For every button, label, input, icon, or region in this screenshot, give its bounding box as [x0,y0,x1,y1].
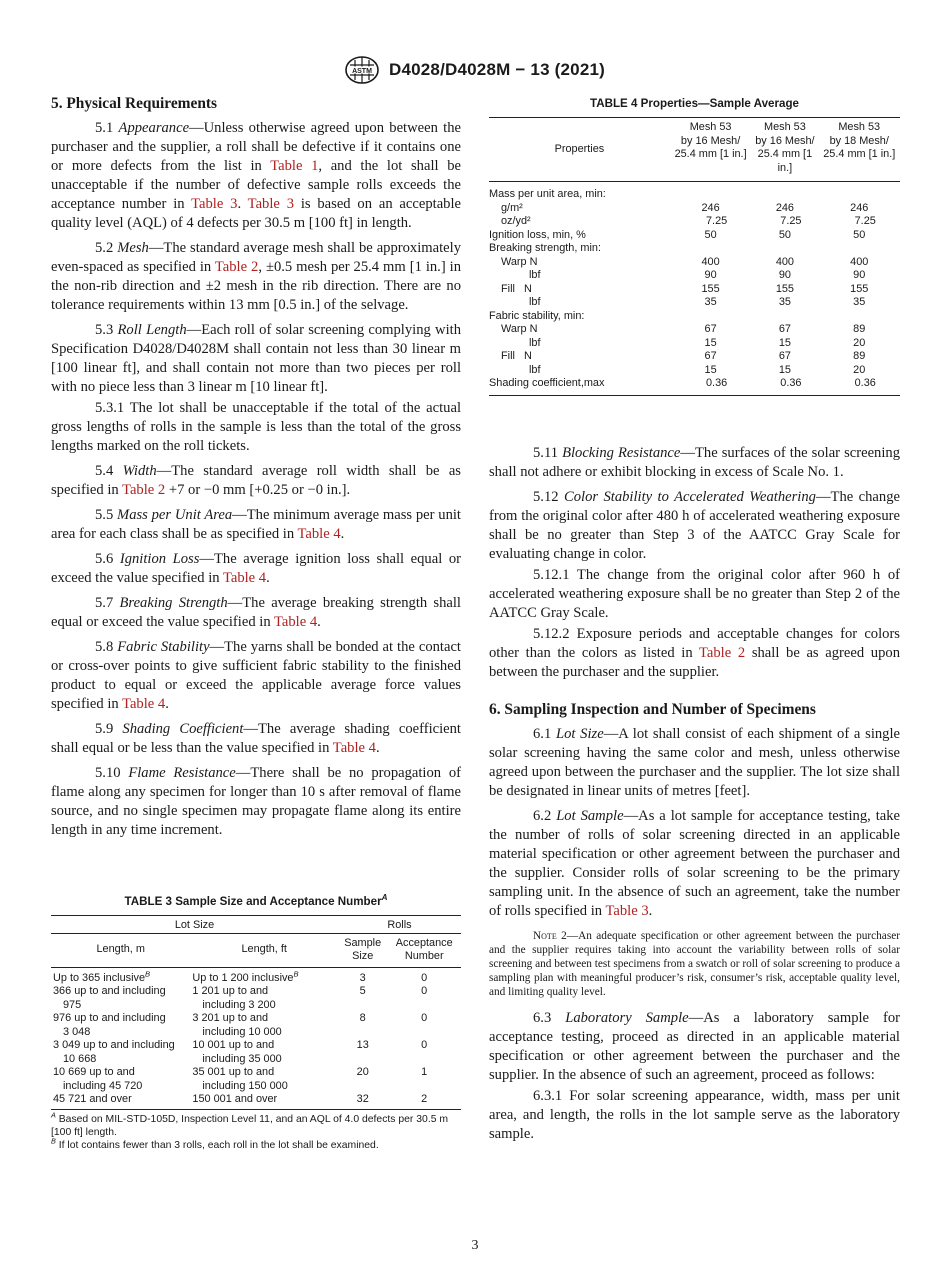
left-column [51,94,461,1152]
para-5-5: 5.5 Mass per Unit Area—The minimum average mass per unit area for each class shall be as specified in Table 4. [51,507,461,542]
table-4-cell: 7.25 [854,215,876,227]
table-3-col-ft: Length, ft [241,943,287,956]
table-4-cell [818,182,900,202]
table-4-row [489,310,900,324]
table-4-row [489,215,900,229]
table-3-cell-ft: 3 201 up to and including 10 000 [192,1012,282,1038]
table-4-cell: 246 [775,201,794,214]
table-4-link[interactable]: Table 4 [274,614,318,630]
table-4-row-label: Warp N [501,323,538,335]
table-4-row [489,229,900,243]
table-4-cell: 400 [701,255,720,268]
table-4-row [489,182,900,202]
table-4-row-label: lbf [529,363,541,376]
table-3-row [51,1039,461,1066]
table-3-row [51,1012,461,1039]
table-3-cell-a: 2 [421,1093,428,1105]
table-3-cell-a: 0 [421,985,428,997]
table-4-row [489,364,900,378]
para-6-3: 6.3 Laboratory Sample—As a laboratory sample for acceptance testing, proceed as directed in an applicable material specification or other agreement between the purchaser and the supplier. In the absence of such an agreement, proceed as follows: [489,1009,900,1083]
page-header [0,56,950,84]
table-4-col-3: Mesh 53 by 18 Mesh/ 25.4 mm [1 in.] [823,121,896,160]
table-4-cell: 15 [704,363,717,376]
table-4-cell: 15 [778,336,791,349]
para-5-12-2: 5.12.2 Exposure periods and acceptable changes for colors other than the colors as listed in Table 2 shall be as agreed upon between the purchaser and the supplier. [489,625,900,680]
section-6-heading: 6. Sampling Inspection and Number of Specimens [489,700,816,718]
table-3-cell-m: 10 669 up to and including 45 720 [53,1066,143,1092]
table-4-cell: 89 [853,323,866,335]
para-6-2: 6.2 Lot Sample—As a lot sample for acceptance testing, take the number of rolls of solar screening directed in an applicable material specification or other agreement between the purchaser and the supplier. Consider rolls of solar screening to be the primary sampling unit. In the absence of such an agreement, take the number of rolls specified in Table 3. [489,807,901,919]
note-2: Note 2—An adequate specification or other agreement between the purchaser and the supplier requires taking into account the variability between rolls of solar screening and between test specimens from a swatch or roll of solar screening to produce a sampling plan with meaningful producer’s risk, consumer’s risk, acceptable quality level, and limiting quality level. [489,929,900,998]
table-4-cell: 155 [775,282,794,295]
table-4-row [489,283,900,297]
table-4-cell [818,310,900,324]
table-4-row-label: Breaking strength, min: [489,242,601,254]
table-3-cell-a: 0 [421,971,428,984]
table-3-group-rolls: Rolls [338,916,461,934]
table-3-cell-m: 366 up to and including 975 [53,985,166,1011]
table-4-cell: 246 [701,201,720,214]
table-4-row [489,269,900,283]
table-3-group-lot: Lot Size [51,916,338,934]
table-3-footnote-a: $^A$ Based on MIL-STD-105D, Inspection Level 11, and an AQL of 4.0 defects per 30.5 m [100 ft] length. [51,1110,449,1138]
table-4-cell: 7.25 [705,215,728,227]
table-4-row [489,377,900,395]
table-3-cell-a: 0 [421,1012,428,1024]
table-4-cell: 35 [704,296,717,308]
table-4-cell: 50 [853,228,866,241]
table-3-grid [51,915,461,1110]
table-4-row-label: lbf [529,336,541,349]
table-4-cell: 20 [853,363,866,376]
table-3-cell-m: Up to 365 inclusive$^B$ [53,968,151,984]
table-4-cell [751,310,818,324]
table-3-cell-ft: 150 001 and over [192,1093,278,1105]
table-3-cell-n: 20 [356,1066,369,1078]
table-4-row-label: Ignition loss, min, % [489,228,586,241]
table-3-row [51,1093,461,1109]
table-4-cell: 15 [704,336,717,349]
table-3-row [51,967,461,985]
table-4-cell: 90 [704,269,717,281]
table-4 [489,94,900,396]
table-3-row [51,985,461,1012]
table-4-link[interactable]: Table 4 [222,570,267,586]
table-4-row-label: Fill N [501,350,532,362]
table-4-cell: 50 [778,228,791,241]
table-4-row-label: Fill N [501,282,532,295]
table-4-grid [489,117,900,396]
para-5-12-1: 5.12.1 The change from the original color after 960 h of accelerated weathering exposure shall be no greater than Step 2 of the AATCC Gray Scale. [489,566,900,621]
table-4-row-label: Fabric stability, min: [489,309,585,322]
table-4-cell: 20 [853,336,866,349]
table-2-link[interactable]: Table 2 [699,644,746,661]
table-4-cell: 67 [704,323,717,335]
table-4-row-label: Shading coefficient,max [489,377,605,389]
table-4-cell: 35 [853,296,866,308]
table-4-link[interactable]: Table 4 [297,526,341,542]
table-4-cell: 50 [704,228,717,241]
table-4-cell: 67 [704,350,717,362]
para-5-9: 5.9 Shading Coefficient—The average shading coefficient shall equal or be less than the value specified in Table 4. [51,721,461,756]
para-5-11: 5.11 Blocking Resistance—The surfaces of the solar screening shall not adhere or exhibit blocking in excess of Scale No. 1. [489,444,900,480]
table-4-link[interactable]: Table 4 [332,740,376,756]
table-3-cell-a: 1 [421,1066,428,1078]
table-3-cell-ft: 10 001 up to and including 35 000 [192,1039,282,1065]
table-4-cell [751,182,818,202]
table-3-cell-m: 45 721 and over [53,1093,132,1105]
table-3-cell-ft: 35 001 up to and including 150 000 [192,1066,288,1092]
para-5-7: 5.7 Breaking Strength—The average breaking strength shall equal or exceed the value specified in Table 4. [51,595,461,630]
page-number: 3 [471,1238,479,1253]
table-4-cell: 90 [853,269,866,281]
table-4-row-label: lbf [529,296,541,308]
table-4-row-label: oz/yd² [501,215,531,227]
para-5-4: 5.4 Width—The standard average roll width shall be as specified in Table 2 +7 or −0 mm [+0.25 or −0 in.]. [51,463,461,498]
table-4-cell: 0.36 [854,377,876,389]
table-3 [51,892,461,1152]
table-4-cell: 0.36 [705,377,728,389]
table-4-row [489,323,900,337]
para-5-1: 5.1 Appearance—Unless otherwise agreed upon between the purchaser and the supplier, a roll shall be defective if it contains one or more defects from the list in Table 1, and the lot shall be unacceptable if the number of defective sample rolls exceeds the acceptance number in Table 3. Table 3 is based on an acceptable quality level (AQL) of 4 defects per 30.5 m [100 ft] in length. [51,120,461,231]
table-4-row-label: Warp N [501,255,538,268]
table-3-cell-n: 5 [359,985,366,997]
table-4-cell: 35 [778,296,791,308]
table-4-row [489,296,900,310]
table-3-cell-n: 13 [356,1039,369,1051]
table-4-row-label: Mass per unit area, min: [489,188,606,200]
para-6-1: 6.1 Lot Size—A lot shall consist of each shipment of a single solar screening having the same color and mesh, unless otherwise agreed upon between the purchaser and the supplier. The lot size shall be designated in linear units of metres [feet]. [489,725,901,799]
para-5-3: 5.3 Roll Length—Each roll of solar screening complying with Specification D4028/D4028M shall contain not less than 30 linear m [100 linear ft], and shall contain not more than two pieces per roll with no piece less than 3 linear m [10 linear ft]. [51,322,461,395]
table-3-col-accept: Acceptance Number [395,936,453,962]
table-3-cell-m: 3 049 up to and including 10 668 [53,1039,175,1065]
table-4-cell: 67 [778,323,791,335]
table-4-row [489,256,900,270]
table-3-cell-a: 0 [421,1039,428,1051]
table-4-link[interactable]: Table 4 [122,696,166,712]
document-designation: D4028/D4028M − 13 (2021) [388,60,606,79]
table-4-row [489,337,900,351]
table-3-cell-n: 8 [359,1012,366,1024]
table-3-link[interactable]: Table 3 [191,196,238,212]
table-2-link[interactable]: Table 2 [122,482,166,498]
table-3-link[interactable]: Table 3 [605,902,649,919]
table-4-col-properties: Properties [554,142,605,155]
table-4-cell: 400 [850,255,869,268]
table-3-title: TABLE 3 Sample Size and Acceptance Number$^A$ [124,893,388,908]
right-column [489,94,900,1150]
table-1-link[interactable]: Table 1 [270,158,319,174]
table-4-title: TABLE 4 Properties—Sample Average [590,97,799,110]
table-4-col-2: Mesh 53 by 16 Mesh/ 25.4 mm [1 in.] [755,121,815,174]
table-4-cell: 246 [850,201,869,214]
table-3-link[interactable]: Table 3 [247,196,294,212]
table-3-cell-m: 976 up to and including 3 048 [53,1012,166,1038]
para-5-2: 5.2 Mesh—The standard average mesh shall be approximately even-spaced as specified in Table 2, ±0.5 mesh per 25.4 mm [1 in.] in the non-rib direction and ±2 mesh in the rib direction. There are no tolerance requirements within 13 mm [0.5 in.] of the selvage. [51,240,461,313]
table-4-cell [670,310,752,324]
table-4-cell: 155 [701,282,720,295]
logo-text: ASTM [352,67,372,75]
table-3-row [51,1066,461,1093]
table-4-cell [670,182,752,202]
table-3-cell-n: 32 [356,1093,369,1105]
table-3-cell-ft: Up to 1 200 inclusive$^B$ [192,968,299,984]
table-4-cell [818,242,900,256]
astm-logo-icon [345,56,379,84]
table-3-cell-ft: 1 201 up to and including 3 200 [192,985,276,1011]
table-3-col-m: Length, m [96,943,145,956]
table-3-footnote-b: $^B$ If lot contains fewer than 3 rolls, each roll in the lot shall be examined. [51,1136,379,1151]
para-6-3-1: 6.3.1 For solar screening appearance, width, mass per unit area, and length, the rolls in the lot sample serve as the laboratory sample. [489,1087,900,1142]
table-4-cell: 0.36 [780,377,802,389]
table-4-cell: 155 [850,282,869,295]
table-2-link[interactable]: Table 2 [214,259,259,275]
table-4-cell: 400 [775,255,794,268]
para-5-6: 5.6 Ignition Loss—The average ignition loss shall equal or exceed the value specified in Table 4. [51,551,461,586]
table-4-row [489,242,900,256]
table-4-row-label: g/m² [501,201,523,214]
table-4-row-label: lbf [529,269,541,281]
table-4-cell [670,242,752,256]
table-4-cell [751,242,818,256]
section-5-heading: 5. Physical Requirements [51,95,218,112]
table-4-cell: 7.25 [780,215,802,227]
table-4-cell: 90 [778,269,791,281]
table-4-row [489,202,900,216]
table-4-cell: 67 [778,350,791,362]
para-5-12: 5.12 Color Stability to Accelerated Weathering—The change from the original color after 480 h of accelerated weathering exposure shall be no greater than Step 3 of the AATCC Gray Scale for evaluating change in color. [489,488,900,562]
table-4-cell: 15 [778,363,791,376]
para-5-8: 5.8 Fabric Stability—The yarns shall be bonded at the contact or cross-over points to give sufficient fabric stability to the finished product to equal or exceed the applicable average force values specified in Table 4. [51,639,461,712]
table-3-cell-n: 3 [359,971,366,984]
para-5-10: 5.10 Flame Resistance—There shall be no propagation of flame along any specimen for longer than 10 s after removal of flame source, and no single specimen may propagate flame along its entire length in any time increment. [51,765,461,838]
table-4-cell: 89 [853,350,866,362]
para-5-3-1: 5.3.1 The lot shall be unacceptable if the total of the actual gross lengths of rolls in the sample is less than the total of the gross lengths marked on the roll tickets. [51,400,461,454]
table-4-row [489,350,900,364]
table-4-col-1: Mesh 53 by 16 Mesh/ 25.4 mm [1 in.] [674,121,747,160]
table-3-col-sample: Sample Size [344,936,382,962]
